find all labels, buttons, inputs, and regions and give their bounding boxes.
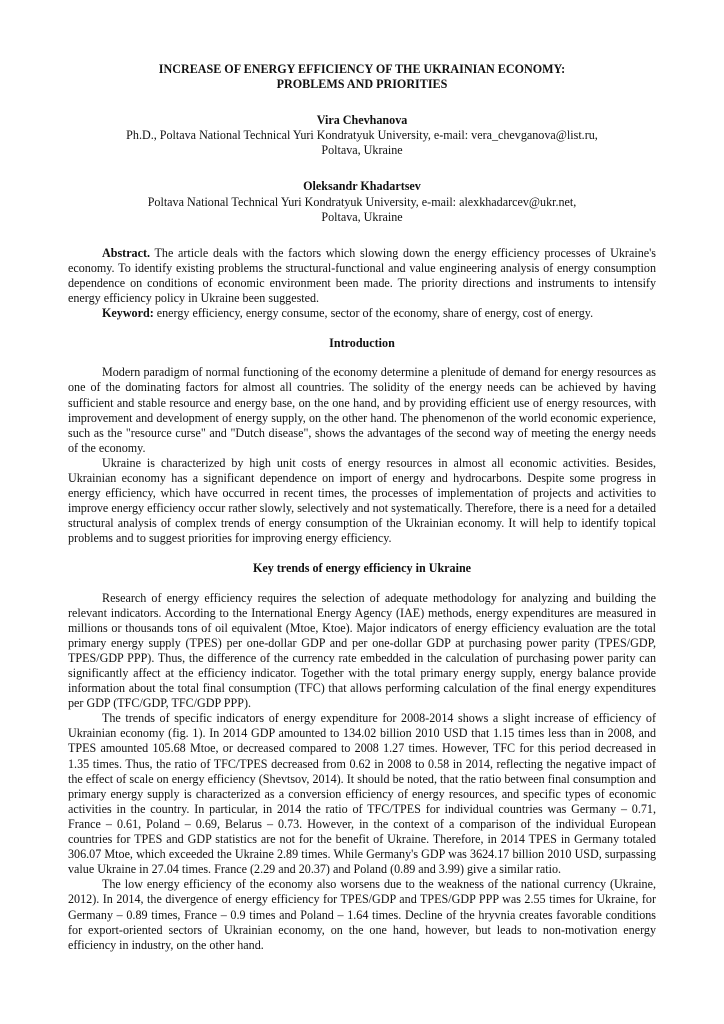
keyword-label: Keyword: [102,306,154,321]
section-heading-introduction: Introduction [329,336,395,351]
paper-title [68,62,656,92]
abstract-label: Abstract. [102,245,151,260]
keyword-text: energy efficiency, energy consume, sector of the economy, share of energy, cost of energy. [153,306,594,321]
author-location: Poltava, Ukraine [321,209,403,224]
body-paragraph: Modern paradigm of normal functioning of the economy determine a plenitude of demand for energy resources as one of the dominating factors for almost all countries. The solidity of the energy needs can be achieved by having sufficient and stable resource and energy base, on the one hand, and by providing efficient use of energy resources, with improvement and development of energy supply, on the other hand. The phenomenon of the world economic experience, such as the "resource curse" and "Dutch disease", shows the advantages of the second way of meeting the energy needs of the economy. [68,365,656,455]
body-paragraph: Research of energy efficiency requires the selection of adequate methodology for analyzing and building the relevant indicators. According to the International Energy Agency (IAE) methods, energy expenditures are measured in millions or thousands tons of oil equivalent (Mtoe, Ktoe). Major indicators of energy efficiency evaluation are the total primary energy supply (TPES) per one-dollar GDP and per one-dollar GDP at purchasing power parity (TPES/GDP, TPES/GDP PPP). Thus, the difference of the currency rate embedded in the calculation of purchasing power parity can significantly affect at the efficiency indicator. Together with the total primary energy supply, energy balance provide information about the total final consumption (TFC) that allows performing calculation of the final energy expenditures per GDP (TFC/GDP, TFC/GDP PPP). [68,590,656,711]
author-block-1 [68,113,656,158]
abstract-text: The article deals with the factors which slowing down the energy efficiency processes of Ukraine's economy. To identify existing problems the structural-functional and value engineering analysis of energy consumption dependence on conditions of economic environment been made. The priority directions and instruments to intensify energy efficiency policy in Ukraine been suggested. [68,245,656,306]
body-paragraph: The low energy efficiency of the economy also worsens due to the weakness of the national currency (Ukraine, 2012). In 2014, the divergence of energy efficiency for TPES/GDP and TPES/GDP PPP was 2.55 times for Ukraine, for Germany – 0.89 times, France – 0.9 times and Poland – 1.64 times. Decline of the hryvnia creates favorable conditions for export-oriented sectors of Ukrainian economy, on the one hand, however, but leads to non-motivation energy efficiency in industry, on the other hand. [68,877,656,952]
author-location: Poltava, Ukraine [321,143,403,158]
body-paragraph: The trends of specific indicators of energy expenditure for 2008-2014 shows a slight increase of efficiency of Ukrainian economy (fig. 1). In 2014 GDP amounted to 134.02 billion 2010 USD that 1.15 times less than in 2008, and TPES amounted 105.68 Mtoe, or decreased compared to 2008 1.27 times. However, TFC for this period decreased in 1.35 times. Thus, the ratio of TFC/TPES decreased from 0.62 in 2008 to 0.58 in 2014, reflecting the negative impact of the effect of scale on energy efficiency (Shevtsov, 2014). It should be noted, that the ratio between final consumption and primary energy supply is characterized as a conversion efficiency of energy resources, and specific types of economic activities in the country. In particular, in 2014 the ratio of TFC/TPES for individual countries was Germany – 0.71, France – 0.61, Poland – 0.69, Belarus – 0.73. However, in the context of a comparison of the individual European countries for TPES and GDP statistics are not for the benefit of Ukraine. Therefore, in 2014 TPES in Germany totaled 306.07 Mtoe, which exceeded the Ukraine 2.89 times. While Germany's GDP was 3624.17 billion 2010 USD, surpassing value Ukraine in 27.04 times. France (2.29 and 20.37) and Poland (0.89 and 3.99) give a similar ratio. [68,711,656,877]
abstract-block [68,246,656,321]
title-line-2: PROBLEMS AND PRIORITIES [276,77,448,92]
author-name: Oleksandr Khadartsev [303,179,421,194]
author-name: Vira Chevhanova [316,113,408,128]
section-heading-key-trends: Key trends of energy efficiency in Ukraine [252,561,472,576]
abstract [68,246,656,306]
author-affiliation: Ph.D., Poltava National Technical Yuri Kondratyuk University, e-mail: vera_chevganova@list.ru, [126,128,598,143]
body-paragraph: Ukraine is characterized by high unit costs of energy resources in almost all economic activities. Besides, Ukrainian economy has a significant dependence on import of energy and hydrocarbons. Despite some progress in energy efficiency, which have occurred in recent times, the processes of implementation of projects and activities to improve energy efficiency occur rather slowly, selectively and not systematically. Therefore, there is a need for a detailed structural analysis of complex trends of energy consumption of the Ukrainian economy. It will help to identify topical problems and to suggest priorities for improving energy efficiency. [68,455,656,546]
author-affiliation: Poltava National Technical Yuri Kondratyuk University, e-mail: alexkhadarcev@ukr.net, [147,194,577,209]
section-key-trends [68,591,656,953]
author-block-2 [68,179,656,224]
section-introduction [68,365,656,546]
keywords [68,306,656,321]
title-line-1: INCREASE OF ENERGY EFFICIENCY OF THE UKRAINIAN ECONOMY: [158,62,566,76]
